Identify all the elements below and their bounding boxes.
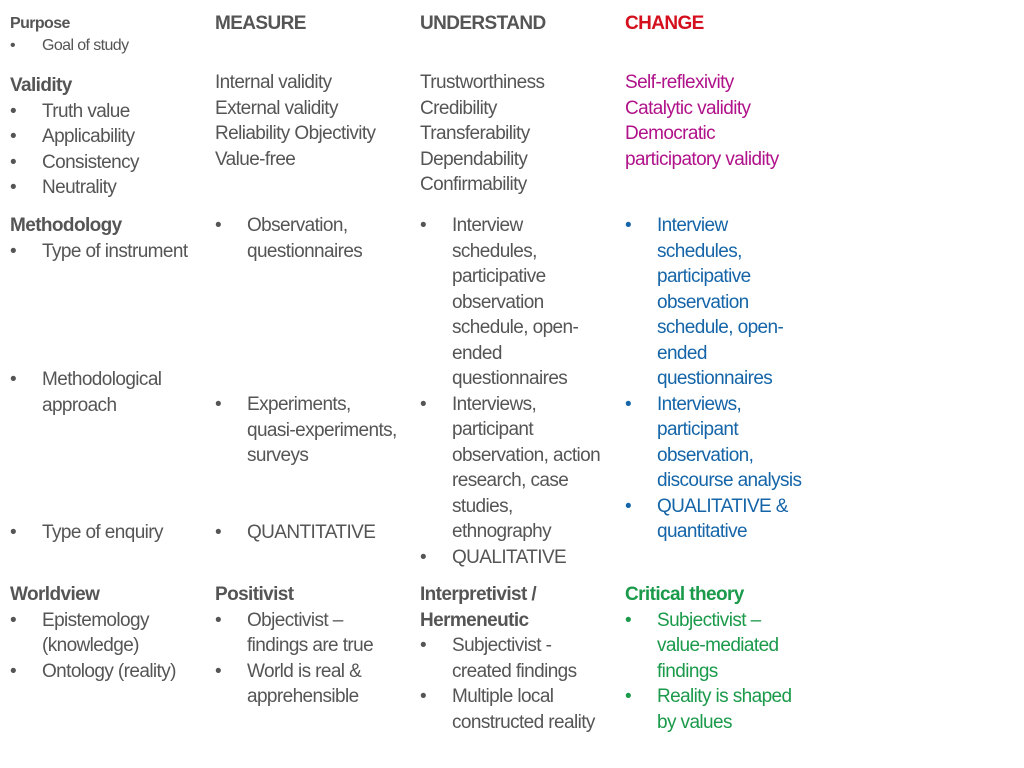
understand-worldview-item: • Subjectivist - created findings <box>420 633 602 684</box>
validity-item: • Applicability <box>10 124 205 150</box>
measure-worldview-title: Positivist <box>215 584 294 605</box>
understand-approach: • Interviews, participant observation, action research, case studies, ethnography <box>420 392 602 545</box>
validity-cell-line: Internal validity <box>215 72 332 93</box>
validity-item: • Neutrality <box>10 175 205 201</box>
validity-cell-line: External validity <box>215 97 338 119</box>
worldview-item: • Ontology (reality) <box>10 659 205 685</box>
methodology-section <box>10 520 205 546</box>
worldview-section <box>10 582 205 684</box>
understand-methodology <box>420 213 615 570</box>
validity-cell-line: Trustworthiness <box>420 72 545 93</box>
change-approach: • Interviews, participant observation, discourse analysis <box>625 392 807 494</box>
understand-enquiry: • QUALITATIVE <box>420 545 615 571</box>
validity-cell-line: Catalytic validity <box>625 97 751 119</box>
validity-label: Validity <box>10 75 72 96</box>
methodology-row-label: • Methodological approach <box>10 367 192 418</box>
measure-approach: • Experiments, quasi-experiments, surveys <box>215 392 397 469</box>
validity-item: • Consistency <box>10 150 205 176</box>
understand-worldview-title: Interpretivist / Hermeneutic <box>420 584 537 631</box>
purpose-section <box>10 13 205 57</box>
understand-worldview <box>420 582 615 735</box>
validity-cell-line: Democratic <box>625 123 716 144</box>
measure-worldview <box>215 582 410 710</box>
worldview-label: Worldview <box>10 584 100 605</box>
understand-validity <box>420 70 615 198</box>
methodology-row-label: • Type of instrument <box>10 239 205 265</box>
change-enquiry: • QUALITATIVE & quantitative <box>625 494 807 545</box>
change-worldview-item: • Subjectivist – value-mediated findings <box>625 608 807 685</box>
change-worldview-title: Critical theory <box>625 584 744 605</box>
measure-worldview-item: • Objectivist – findings are true <box>215 608 397 659</box>
measure-validity <box>215 70 410 172</box>
validity-cell-line: Value-free <box>215 148 296 170</box>
change-worldview <box>625 582 820 735</box>
change-methodology <box>625 213 820 545</box>
measure-enquiry: • QUANTITATIVE <box>215 520 410 546</box>
validity-cell-line: Reliability Objectivity <box>215 123 376 144</box>
validity-cell-line: participatory validity <box>625 148 779 170</box>
change-instrument: • Interview schedules, participative observation schedule, open-ended questionnaires <box>625 213 807 392</box>
validity-item: • Truth value <box>10 99 205 125</box>
methodology-section <box>10 213 205 264</box>
worldview-item: • Epistemology (knowledge) <box>10 608 192 659</box>
understand-worldview-item: • Multiple local constructed reality <box>420 684 602 735</box>
validity-section <box>10 73 205 201</box>
validity-cell-line: Credibility <box>420 97 497 119</box>
measure-instrument: • Observation, questionnaires <box>215 213 397 264</box>
validity-cell-line: Dependability <box>420 148 528 170</box>
measure-worldview-item: • World is real & apprehensible <box>215 659 397 710</box>
purpose-item: • Goal of study <box>10 35 205 57</box>
methodology-section <box>10 367 205 418</box>
validity-cell-line: Confirmability <box>420 174 527 195</box>
change-header: CHANGE <box>625 13 704 34</box>
change-validity <box>625 70 820 172</box>
validity-cell-line: Self-reflexivity <box>625 72 734 93</box>
purpose-label: Purpose <box>10 15 70 32</box>
measure-header: MEASURE <box>215 13 306 34</box>
validity-cell-line: Transferability <box>420 123 530 144</box>
understand-header: UNDERSTAND <box>420 13 546 34</box>
methodology-label: Methodology <box>10 215 122 236</box>
change-worldview-item: • Reality is shaped by values <box>625 684 807 735</box>
methodology-row-label: • Type of enquiry <box>10 520 205 546</box>
understand-instrument: • Interview schedules, participative observation schedule, open-ended questionnaires <box>420 213 602 392</box>
